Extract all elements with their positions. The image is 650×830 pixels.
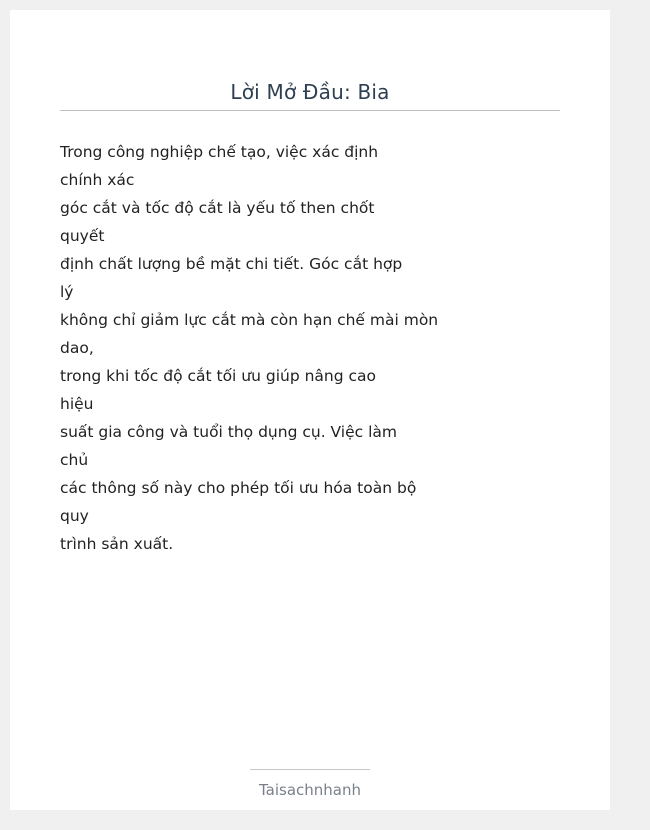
body-line: chủ xyxy=(60,451,89,469)
body-line: các thông số này cho phép tối ưu hóa toàn bộ xyxy=(60,479,417,497)
page-title: Lời Mở Đầu: Bia xyxy=(230,80,390,104)
body-line: suất gia công và tuổi thọ dụng cụ. Việc làm xyxy=(60,423,398,441)
body-line: định chất lượng bề mặt chi tiết. Góc cắt hợp xyxy=(60,255,403,273)
body-line: chính xác xyxy=(60,171,135,189)
document-page xyxy=(10,10,610,810)
body-line: quy xyxy=(60,507,89,525)
body-line: trong khi tốc độ cắt tối ưu giúp nâng cao xyxy=(60,367,377,385)
title-divider xyxy=(60,110,560,111)
body-line: không chỉ giảm lực cắt mà còn hạn chế mài mòn xyxy=(60,311,439,329)
footer-text: Taisachnhanh xyxy=(258,781,362,799)
body-line: góc cắt và tốc độ cắt là yếu tố then chốt xyxy=(60,199,375,217)
body-line: lý xyxy=(60,283,74,301)
body-line: hiệu xyxy=(60,395,94,413)
footer-divider xyxy=(250,769,370,770)
body-line: quyết xyxy=(60,227,105,245)
body-line: trình sản xuất. xyxy=(60,535,174,553)
body-line: Trong công nghiệp chế tạo, việc xác định xyxy=(60,143,379,161)
body-line: dao, xyxy=(60,339,94,357)
body-text xyxy=(60,138,560,558)
